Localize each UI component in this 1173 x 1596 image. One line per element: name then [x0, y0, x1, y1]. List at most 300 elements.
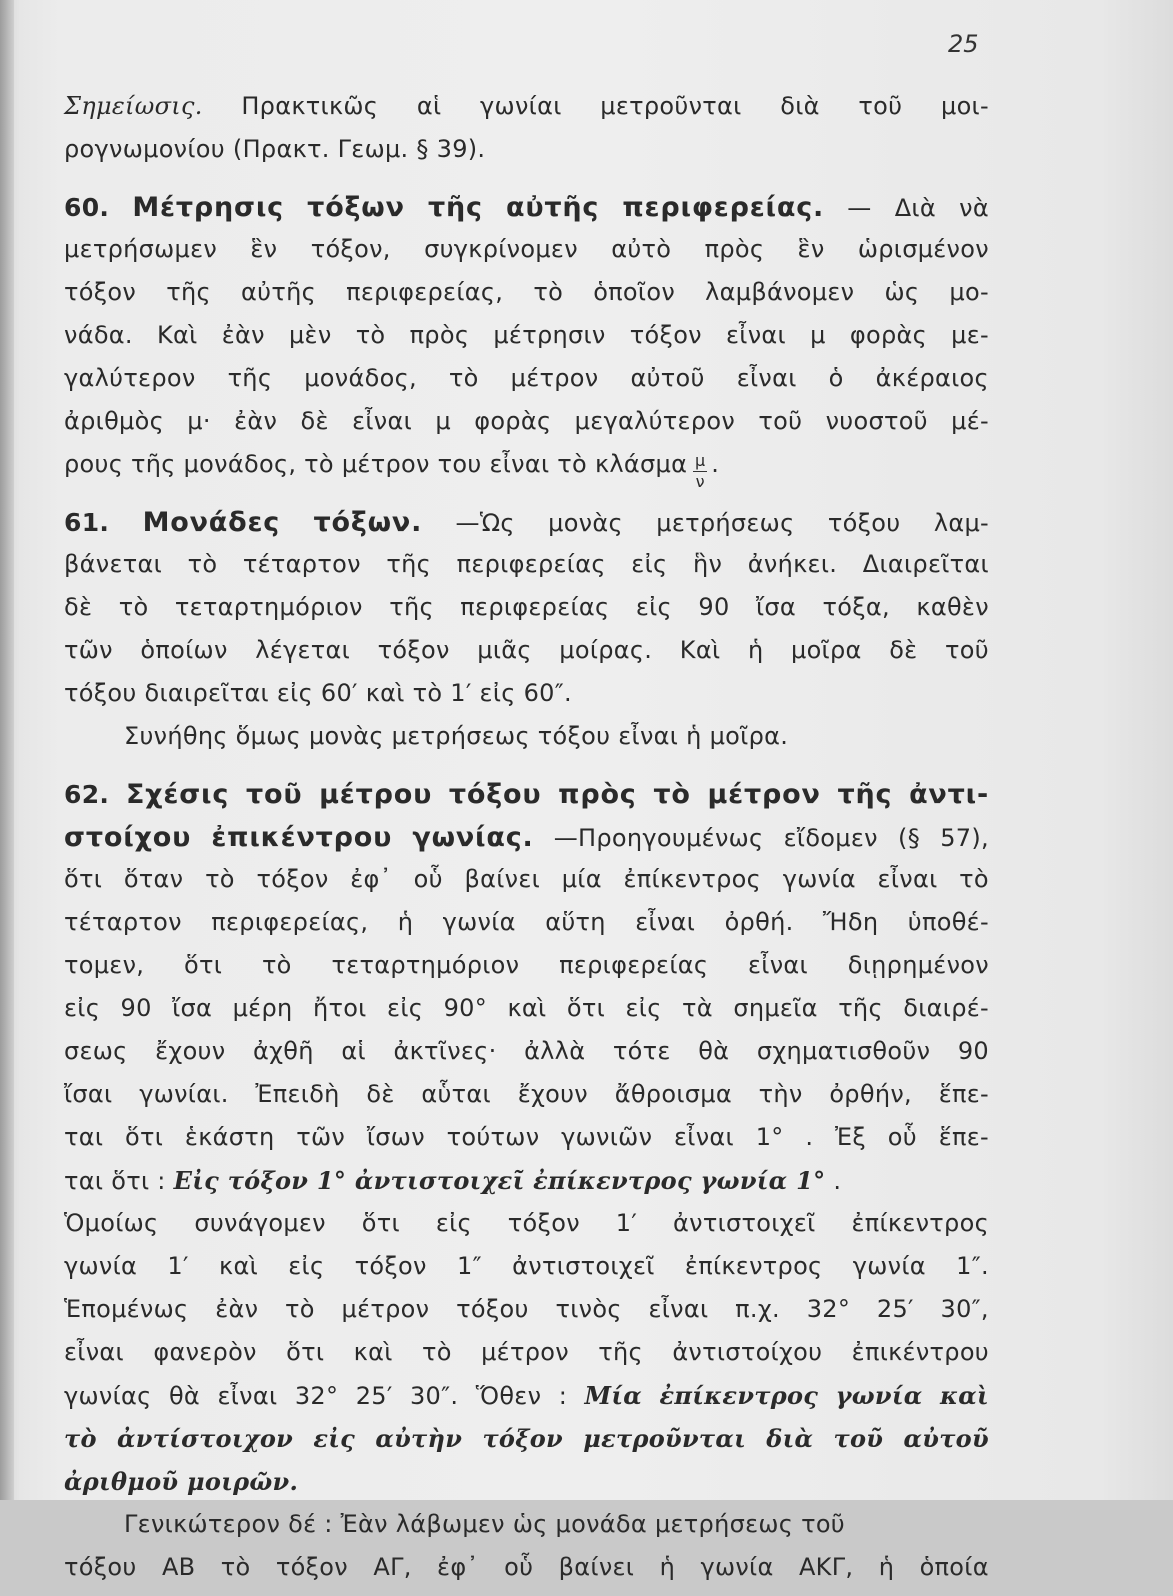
text-line [64, 235, 989, 278]
word: ἓν [250, 235, 278, 263]
word: δὲ [889, 636, 918, 664]
word: τότε [612, 1037, 671, 1065]
word: τὸ [533, 278, 564, 306]
word: ἀντιστοιχεῖ [512, 1252, 655, 1280]
word: ἐπίκεντρος [659, 1381, 819, 1410]
word: εἶναι [736, 364, 797, 392]
fraction [693, 453, 707, 490]
word: Σχέσις [125, 779, 230, 810]
word: τόξα, [822, 593, 890, 621]
word: εἶναι [352, 407, 413, 435]
word: ἴσων [366, 1123, 425, 1151]
word: γωνίας. [412, 822, 534, 853]
word: ται [64, 1123, 104, 1151]
word: Ἐξ [835, 1123, 867, 1151]
word: οὗ [887, 1123, 917, 1151]
word: ἀνήκει. [747, 550, 838, 578]
word: εἰς [631, 550, 668, 578]
word: ὅταν [123, 865, 184, 893]
word: ἐπίκεντρος [851, 1209, 989, 1237]
word: τὸ [64, 1424, 97, 1453]
word: 90 [120, 994, 152, 1022]
word: βαίνει [558, 1553, 635, 1581]
word: τὸ [118, 593, 149, 621]
word: 25′ [355, 1382, 393, 1410]
page-spine-shadow [0, 0, 14, 1500]
word: ἴσα [755, 593, 797, 621]
word: με- [951, 321, 989, 349]
word: ἓν [797, 235, 825, 263]
word: εἰς [387, 994, 424, 1022]
word: ἀντίστοιχον [117, 1424, 294, 1453]
word: γαλύτερον [64, 364, 196, 392]
word: μέρη [232, 994, 293, 1022]
text-line [64, 364, 989, 407]
word: ἑκάστη [184, 1123, 275, 1151]
word: τόξου [827, 509, 901, 537]
text-line [64, 1080, 989, 1123]
word: εἴδομεν [783, 824, 878, 852]
word: ὅτι [125, 1123, 164, 1151]
word: —Ὡς [455, 509, 515, 537]
word: μέτρησιν [493, 321, 606, 349]
word: ἀντι- [909, 779, 989, 810]
word: τῆς [427, 192, 483, 223]
text-line [64, 192, 989, 235]
word: γωνιῶν [561, 1123, 653, 1151]
word: τὸ [448, 364, 479, 392]
word: —Προηγουμένως [553, 824, 764, 852]
text-line [64, 951, 989, 994]
word: τόξου [448, 779, 542, 810]
word: 90° [443, 994, 488, 1022]
word: ἀλλὰ [524, 1037, 586, 1065]
word: διὰ [766, 1424, 814, 1453]
word: ἔχουν [517, 1080, 588, 1108]
word: τὴν [758, 1080, 803, 1108]
word: μετροῦνται [600, 92, 742, 120]
word: τόξου [64, 1553, 137, 1581]
word: συνάγομεν [194, 1209, 326, 1237]
word: εἰς [625, 994, 662, 1022]
word: εἶναι [64, 1338, 124, 1366]
word: τόξον [482, 1424, 563, 1453]
text-line [64, 865, 989, 908]
word: ὁποῖον [593, 278, 676, 306]
word: ὡρισμένον [857, 235, 989, 263]
word: Ἑπομένως [64, 1295, 189, 1323]
word: μέ- [951, 407, 989, 435]
word: εἰς [288, 1252, 325, 1280]
word: τόξον [64, 278, 137, 306]
word: ἐὰν [215, 1295, 259, 1323]
word: Διαιρεῖται [862, 550, 989, 578]
word: τόξον [256, 865, 329, 893]
word: τόξων. [313, 507, 423, 538]
text-line [64, 1553, 989, 1596]
word: τοῦ [758, 407, 803, 435]
word: ἕπε- [938, 1080, 989, 1108]
word: τῶν [64, 636, 113, 664]
word: Σημείωσις. [64, 92, 203, 120]
word: τοῦ [833, 1424, 884, 1453]
word: γωνία [442, 908, 516, 936]
word: 90 [957, 1037, 989, 1065]
word: μία [561, 865, 602, 893]
word: περιφερείας [456, 550, 606, 578]
text-span: Συνήθης ὅμως μονὰς μετρήσεως τόξου εἶναι ἡ μοῖρα. [124, 722, 789, 750]
word: 30″, [940, 1295, 989, 1323]
text-line [64, 92, 989, 135]
word: καὶ [353, 1338, 393, 1366]
word: τὸ [261, 951, 292, 979]
word: ἐὰν [221, 321, 265, 349]
word: δὲ [366, 1080, 395, 1108]
word: μέτρον [341, 1295, 430, 1323]
text-line [64, 1467, 989, 1510]
word: τῆς [389, 593, 434, 621]
paragraph-gap [64, 765, 989, 779]
word: ἐὰν [234, 407, 278, 435]
word: τὸ [205, 865, 235, 893]
word: διὰ [780, 92, 820, 120]
word: ἤτοι [312, 994, 367, 1022]
word: Καὶ [679, 636, 721, 664]
word: γωνία [835, 1381, 923, 1410]
word: μ [810, 321, 826, 349]
word: ἡ [878, 1553, 895, 1581]
word: 30″. [409, 1382, 459, 1410]
word: τῆς [837, 779, 893, 810]
word: ἐπίκεντρος [684, 1252, 823, 1280]
word: φανερὸν [153, 1338, 257, 1366]
word: τοῦ [858, 92, 903, 120]
word: μέτρον [707, 779, 821, 810]
word: αὗται [421, 1080, 491, 1108]
word: τόξου [456, 1295, 529, 1323]
word: τινὸς [555, 1295, 622, 1323]
word: μὲν [288, 321, 332, 349]
word: εἶναι [877, 865, 938, 893]
word: γωνίαι [480, 92, 562, 120]
word: μέτρου [319, 779, 433, 810]
word: ἐπικέντρου [851, 1338, 989, 1366]
word: τόξον [354, 1252, 427, 1280]
word: Διὰ [894, 194, 936, 222]
word: ἡ [747, 636, 764, 664]
word: τέταρτον [242, 550, 361, 578]
text-span: ρους τῆς μονάδος, τὸ μέτρον του εἶναι τὸ κλάσμα [64, 450, 688, 478]
word: π.χ. [735, 1295, 780, 1323]
word: 32° [806, 1295, 851, 1323]
word: περιφερείας [559, 951, 709, 979]
word: εἶναι [674, 1123, 734, 1151]
word: μετρήσεως [656, 509, 795, 537]
word: οὗ [413, 865, 443, 893]
word: ἄθροισμα [614, 1080, 732, 1108]
word: αὐτοῦ [630, 364, 705, 392]
word: τόξον, [310, 235, 391, 263]
word: δὲ [300, 407, 329, 435]
text-line [64, 321, 989, 364]
text-line [64, 908, 989, 951]
word: 62. [64, 780, 110, 809]
trailing-punctuation: . [711, 450, 720, 478]
paragraph-gap [64, 178, 989, 192]
word: πρὸς [409, 321, 470, 349]
word: γωνίας [64, 1382, 152, 1410]
text-line [64, 593, 989, 636]
word: βαίνει [464, 865, 541, 893]
text-span: τόξου διαιρεῖται εἰς 60′ καὶ τὸ 1′ εἰς 60″. [64, 679, 572, 707]
word: 1′ [615, 1209, 638, 1237]
word: μεγαλύτερον [574, 407, 736, 435]
word: αἱ [341, 1037, 366, 1065]
text-line [64, 1510, 989, 1553]
text-line [64, 1424, 989, 1467]
word: σημεῖα [733, 994, 818, 1022]
word: πρὸς [558, 779, 637, 810]
word: ἐπικέντρου [211, 822, 393, 853]
text-line [64, 407, 989, 450]
word: ἐφ᾽ [350, 865, 392, 893]
word: οὗ [504, 1553, 534, 1581]
word: φορὰς [474, 407, 552, 435]
word: ἀκέραιος [875, 364, 989, 392]
word: μο- [949, 278, 989, 306]
word: λαμβάνομεν [705, 278, 855, 306]
word: μετροῦνται [583, 1424, 747, 1453]
word: ὁποία [919, 1553, 989, 1581]
word: εἶναι [726, 321, 786, 349]
word: αὐτὸ [611, 235, 672, 263]
word: τῆς [166, 278, 211, 306]
word: σεως [64, 1037, 128, 1065]
word: Πρακτικῶς [241, 92, 379, 120]
word: 57), [940, 824, 989, 852]
word: αὐτοῦ [903, 1424, 989, 1453]
word: τεταρτημόριον [331, 951, 520, 979]
word: μέτρον [510, 364, 599, 392]
text-line [64, 1209, 989, 1252]
word: 32° [294, 1382, 339, 1410]
word: συγκρίνομεν [424, 235, 578, 263]
word: ἀριθμὸς [64, 407, 164, 435]
word: περιφερείας, [211, 908, 369, 936]
word: . [805, 1123, 814, 1151]
word: ὅτι [286, 1338, 325, 1366]
word: εἰς [313, 1424, 356, 1453]
word: τεταρτημόριον [174, 593, 363, 621]
word: τομεν, [64, 951, 145, 979]
word: γωνία [64, 1252, 138, 1280]
word: τοῦ [945, 636, 989, 664]
text-line [64, 450, 989, 493]
word: σχηματισθοῦν [756, 1037, 931, 1065]
word: περιφερείας. [622, 192, 825, 223]
word: 1″. [956, 1252, 989, 1280]
text-line [64, 822, 989, 865]
word: καὶ [507, 994, 547, 1022]
word: μονάδος, [304, 364, 417, 392]
word: εἶναι [217, 1382, 278, 1410]
word: μοῖρα [791, 636, 862, 664]
word: καὶ [219, 1252, 259, 1280]
word: ἕπε- [938, 1123, 989, 1151]
word: λέγεται [255, 636, 351, 664]
word: καὶ [939, 1381, 989, 1410]
text-line [64, 636, 989, 679]
text-span: ρογνωμονίου (Πρακτ. Γεωμ. § 39). [64, 135, 486, 163]
text-span: Γενικώτερον δέ : Ἐὰν λάβωμεν ὡς μονάδα μετρήσεως τοῦ [124, 1510, 845, 1538]
word: νάδα. [64, 321, 133, 349]
word: μ [435, 407, 451, 435]
text-line [64, 1381, 989, 1424]
word: 1″ [457, 1252, 482, 1280]
word: γωνία [700, 1553, 774, 1581]
text-line [64, 1123, 989, 1166]
word: φορὰς [849, 321, 927, 349]
text-line [64, 1338, 989, 1381]
word: (§ [898, 824, 920, 852]
word: αἱ [416, 92, 442, 120]
word: αὕτη [545, 908, 606, 936]
emphasized-text: Εἰς τόξον 1° ἀντιστοιχεῖ ἐπίκεντρος γωνία 1° [173, 1166, 826, 1195]
word: τόξων [307, 192, 405, 223]
word: 25′ [876, 1295, 914, 1323]
text-line [64, 1037, 989, 1080]
word: ὑποθέ- [907, 908, 989, 936]
text-line [64, 1252, 989, 1295]
word: θὰ [168, 1382, 201, 1410]
word: τὸ [285, 1295, 315, 1323]
word: — [847, 194, 872, 222]
word: ἴσαι [64, 1080, 113, 1108]
text-line [64, 550, 989, 593]
word: ΑΒ [161, 1553, 196, 1581]
word: ὡς [884, 278, 920, 306]
word: Ὅθεν [475, 1382, 542, 1410]
word: ΑΚΓ, [798, 1553, 854, 1581]
word: πρὸς [704, 235, 765, 263]
page-number: 25 [948, 30, 979, 58]
word: 1° [755, 1123, 784, 1151]
word: : [558, 1382, 568, 1410]
word: εἰς [64, 994, 101, 1022]
word: τὸ [653, 779, 691, 810]
word: ἀχθῆ [253, 1037, 314, 1065]
word: τὸ [355, 321, 386, 349]
word: διαιρέ- [903, 994, 989, 1022]
word: ἣν [692, 550, 723, 578]
word: τὰ [682, 994, 713, 1022]
word: τῆς [838, 994, 883, 1022]
word: περιφερείας, [346, 278, 504, 306]
word: ἴσα [172, 994, 213, 1022]
paragraph-gap [64, 493, 989, 507]
text-line [64, 994, 989, 1037]
word: διῃρημένον [847, 951, 989, 979]
text-line [64, 507, 989, 550]
word: αὐτὴν [375, 1424, 463, 1453]
word: 61. [64, 508, 110, 537]
word: ὅτι [184, 951, 223, 979]
word: εἶναι [748, 951, 808, 979]
word: περιφερείας [460, 593, 610, 621]
word: δὲ [64, 593, 93, 621]
word: τὸ [220, 1553, 251, 1581]
word: τόξον [507, 1209, 580, 1237]
text-line [64, 1166, 989, 1209]
word: μετρήσωμεν [64, 235, 218, 263]
word: γωνία [782, 865, 856, 893]
word: Ἤδη [822, 908, 879, 936]
word: Καὶ [157, 321, 198, 349]
word: τοῦ [245, 779, 303, 810]
word: τούτων [446, 1123, 540, 1151]
word: ἡ [397, 908, 414, 936]
word: αὐτῆς [505, 192, 600, 223]
word: Μέτρησις [132, 192, 284, 223]
word: Μία [584, 1381, 643, 1410]
word: μ· [187, 407, 211, 435]
word: 90 [698, 593, 730, 621]
word: μοι- [941, 92, 989, 120]
word: γωνία [852, 1252, 926, 1280]
word: ἐφ᾽ [437, 1553, 479, 1581]
word: 1′ [167, 1252, 189, 1280]
text-line [64, 278, 989, 321]
word: ὅτι [361, 1209, 400, 1237]
word: τόξον [275, 1553, 348, 1581]
word: μιᾶς [477, 636, 532, 664]
word: ἔχουν [155, 1037, 226, 1065]
word: ΑΓ, [373, 1553, 412, 1581]
word: θὰ [698, 1037, 730, 1065]
fraction-numerator: μ [695, 451, 706, 470]
word: 60. [64, 193, 110, 222]
word: ὅτι [566, 994, 606, 1022]
word: τῆς [227, 364, 273, 392]
word: ὀρθή. [724, 908, 794, 936]
word: λαμ- [933, 509, 989, 537]
word: βάνεται [64, 550, 163, 578]
word: τὸ [187, 550, 218, 578]
word: τῆς [598, 1338, 643, 1366]
word: τόξον [629, 321, 702, 349]
word: μέτρον [481, 1338, 569, 1366]
word: καθὲν [916, 593, 989, 621]
word: μονὰς [548, 509, 623, 537]
body-text [64, 92, 989, 1596]
word: ὅτι [64, 865, 103, 893]
word: ἀντιστοίχου [672, 1338, 823, 1366]
word: ἀκτῖνες· [393, 1037, 497, 1065]
word: μοίρας. [559, 636, 653, 664]
word: εἰς [635, 593, 672, 621]
word: τῆς [386, 550, 432, 578]
text-line [64, 779, 989, 822]
word: τῶν [296, 1123, 346, 1151]
text-line [64, 722, 989, 765]
word: ἀντιστοιχεῖ [673, 1209, 816, 1237]
word: ἐπίκεντρος [623, 865, 762, 893]
word: ὁ [828, 364, 844, 392]
word: τὸ [422, 1338, 452, 1366]
word: στοίχου [64, 822, 192, 853]
word: Ὁμοίως [64, 1209, 159, 1237]
word: εἰς [435, 1209, 472, 1237]
